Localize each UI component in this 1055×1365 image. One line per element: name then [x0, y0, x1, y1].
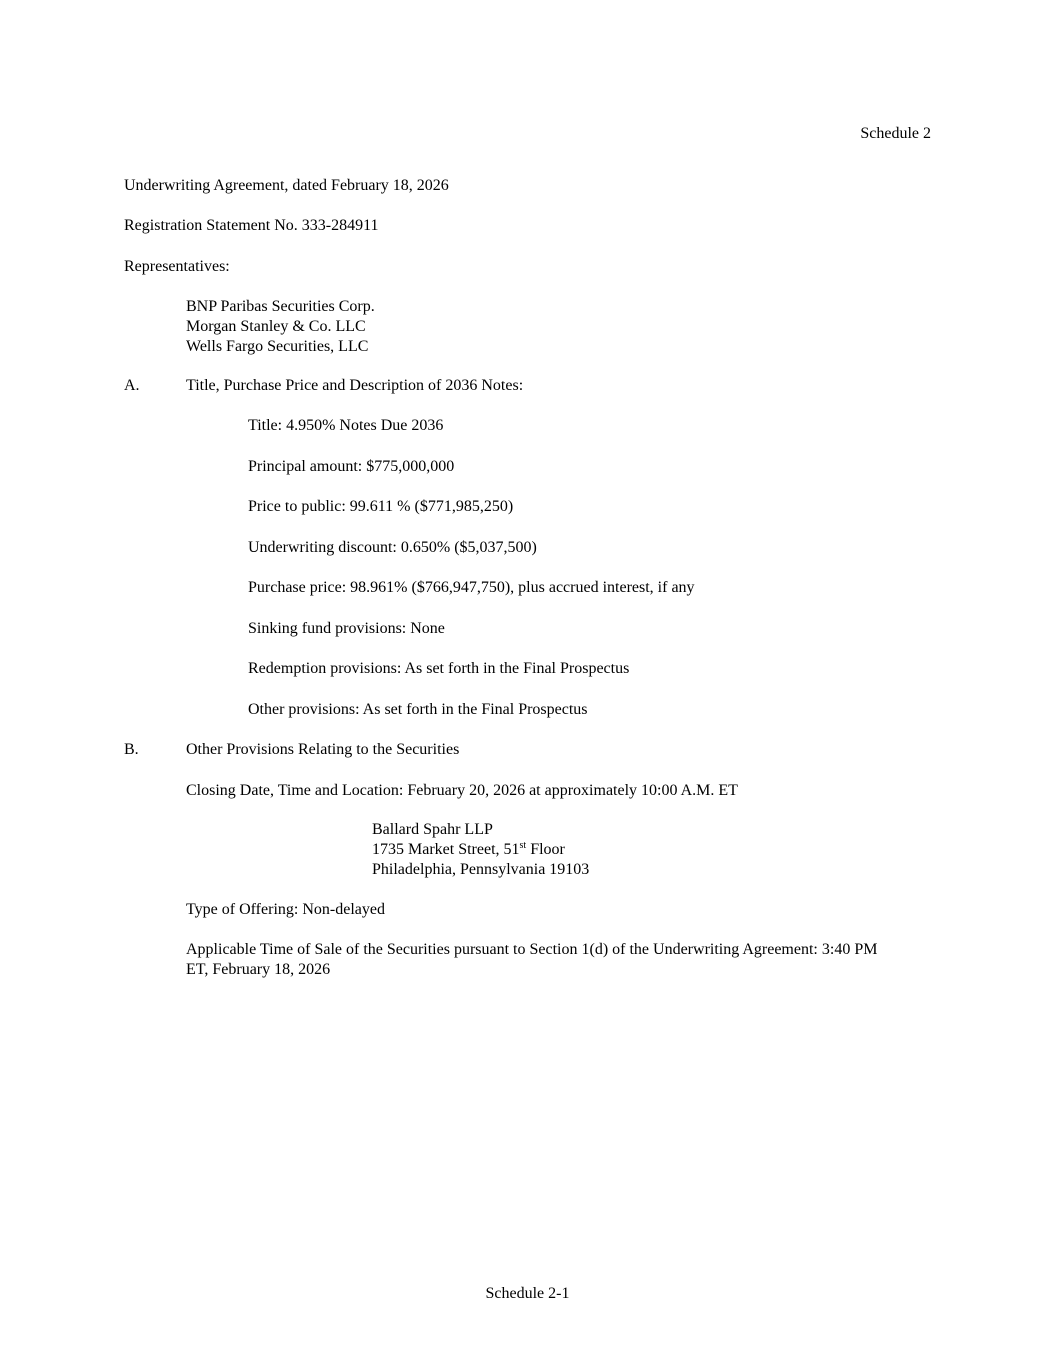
agreement-date: Underwriting Agreement, dated February 18, 2026	[124, 177, 449, 194]
representative-item: Morgan Stanley & Co. LLC	[186, 318, 366, 335]
notes-title: Title: 4.950% Notes Due 2036	[248, 417, 444, 434]
section-a-heading: Title, Purchase Price and Description of 2036 Notes:	[186, 377, 524, 394]
section-a-marker: A.	[124, 377, 140, 394]
underwriting-discount: Underwriting discount: 0.650% ($5,037,500)	[248, 539, 537, 556]
representative-item: BNP Paribas Securities Corp.	[186, 298, 375, 315]
closing-date-time-location: Closing Date, Time and Location: February 20, 2026 at approximately 10:00 A.M. ET	[186, 782, 738, 799]
closing-street: 1735 Market Street, 51st Floor	[372, 840, 565, 858]
time-of-sale-line-2: ET, February 18, 2026	[186, 961, 331, 978]
other-provisions: Other provisions: As set forth in the Final Prospectus	[248, 701, 588, 718]
section-b-marker: B.	[124, 741, 139, 758]
sinking-fund-provisions: Sinking fund provisions: None	[248, 620, 445, 637]
closing-city: Philadelphia, Pennsylvania 19103	[372, 861, 590, 878]
closing-firm: Ballard Spahr LLP	[372, 821, 493, 838]
section-b-heading: Other Provisions Relating to the Securities	[186, 741, 460, 758]
time-of-sale-line-1: Applicable Time of Sale of the Securities pursuant to Section 1(d) of the Underwriting Agreement: 3:40 PM	[186, 941, 878, 958]
registration-statement: Registration Statement No. 333-284911	[124, 217, 379, 234]
representative-item: Wells Fargo Securities, LLC	[186, 338, 369, 355]
price-to-public: Price to public: 99.611 % ($771,985,250)	[248, 498, 514, 515]
schedule-heading: Schedule 2	[860, 125, 931, 142]
page-footer: Schedule 2-1	[485, 1285, 570, 1302]
representatives-label: Representatives:	[124, 258, 230, 275]
redemption-provisions: Redemption provisions: As set forth in the Final Prospectus	[248, 660, 630, 677]
type-of-offering: Type of Offering: Non-delayed	[186, 901, 385, 918]
principal-amount: Principal amount: $775,000,000	[248, 458, 455, 475]
purchase-price: Purchase price: 98.961% ($766,947,750), plus accrued interest, if any	[248, 579, 695, 596]
